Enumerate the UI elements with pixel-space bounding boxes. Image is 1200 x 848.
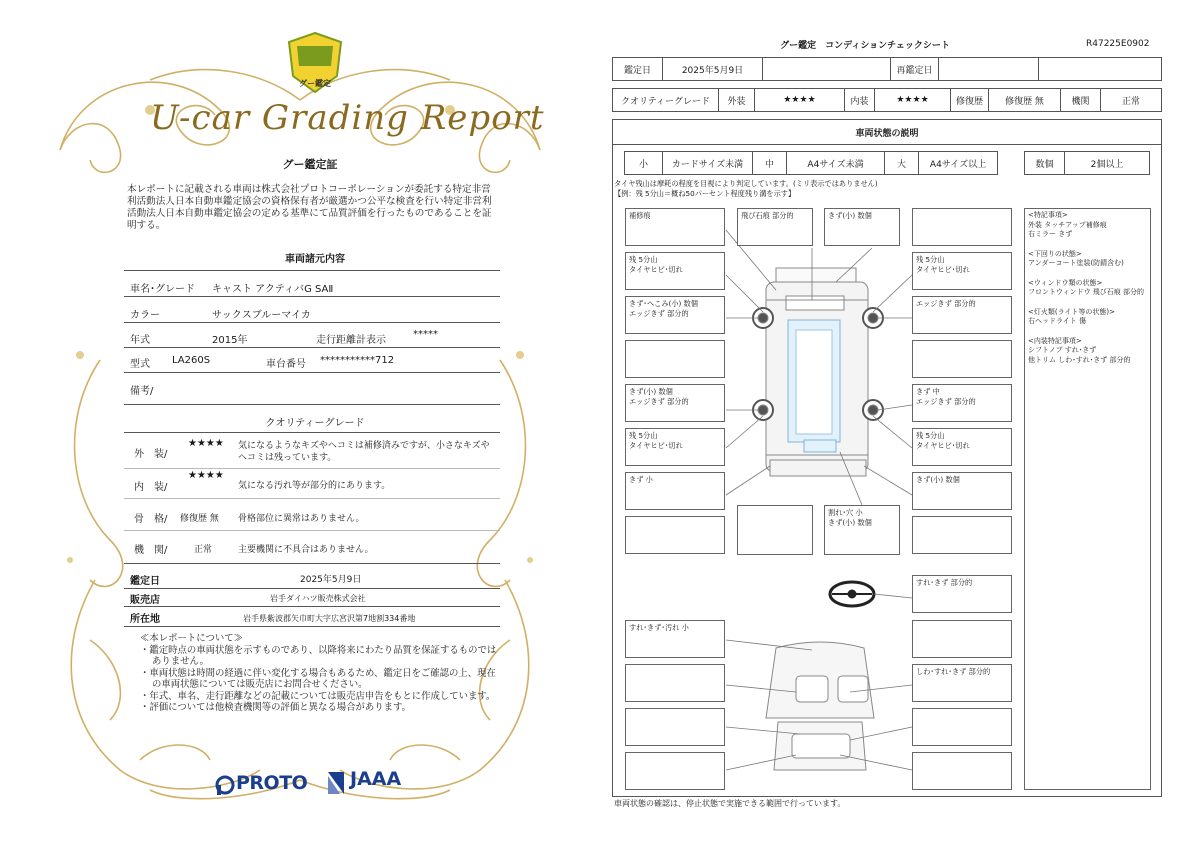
model-label: 車名･グレード [130, 284, 195, 295]
mileage-value: ***** [413, 329, 438, 340]
damage-box [625, 384, 725, 422]
damage-box [625, 208, 725, 246]
damage-text: すれ･きず 部分的 [916, 578, 973, 587]
notes-heading: <ウィンドウ類の状態> [1028, 278, 1103, 287]
damage-text: 残 5分山 [916, 255, 945, 264]
engine-value: 正常 [194, 545, 213, 555]
damage-text: エッジきず 部分的 [916, 299, 976, 308]
count-value: 2個以上 [1090, 159, 1124, 170]
dealer-value: 岩手ダイハツ販売株式会社 [270, 594, 366, 603]
footer-note: 車両状態の確認は、停止状態で実施できる範囲で行っています。 [614, 799, 846, 808]
small-label: 小 [625, 152, 663, 174]
large-label: 大 [885, 152, 919, 174]
quality-label: クオリティーグレード [613, 89, 719, 111]
notes-item: 他トリム しわ･すれ･きず 部分的 [1028, 355, 1131, 364]
damage-text: 残 5分山 [629, 431, 658, 440]
damage-text: きず(小) 数個 [629, 387, 673, 396]
interior-box [625, 620, 725, 658]
divider [124, 372, 500, 373]
notes-item: アンダーコート塗装(防錆含む) [1028, 259, 1124, 267]
damage-text: 残 5分山 [916, 431, 945, 440]
interior-text: 気になる汚れ等が部分的にあります。 [238, 481, 391, 491]
note-item: ・年式、車名、走行距離などの記載については販売店申告をもとに作成しています。 [140, 690, 496, 702]
damage-text: 割れ･穴 小 [828, 508, 863, 517]
damage-text: タイヤヒビ･切れ [629, 441, 683, 450]
report-title: U-car Grading Report [150, 98, 545, 138]
exterior-label: 外装 [719, 89, 755, 111]
note-item: ・鑑定時点の車両状態を示すものであり、以降将来にわたり品質を保証するものではありません。 [140, 644, 497, 667]
certificate-heading: グー鑑定証 [282, 158, 338, 171]
small-value: カードサイズ未満 [663, 152, 753, 174]
special-notes-panel [1024, 208, 1151, 790]
divider [124, 468, 500, 469]
type-label: 型式 [130, 359, 150, 370]
note-item: ・評価については他検査機関等の評価と異なる場合があります。 [140, 702, 411, 713]
repair-label: 修復歴 [951, 89, 989, 111]
frame-text: 骨格部位に異常はありません。 [238, 514, 365, 524]
interior-box [912, 664, 1012, 702]
tire-box [912, 252, 1012, 290]
proto-logo-icon [214, 774, 236, 796]
dealer-label: 販売店 [130, 595, 160, 606]
jaaa-logo-icon [326, 770, 346, 796]
damage-text: きず(小) 数個 [828, 211, 872, 220]
chassis-label: 車台番号 [266, 359, 306, 370]
damage-text: タイヤヒビ･切れ [916, 441, 970, 450]
certificate-text: 本レポートに記載される車両は株式会社プロトコーポレーションが委託する特定非営利活動法人日本自動車鑑定協会の資格保有者が厳選かつ公平な検査を行い特定非営利活動法人日本自動車鑑定協会の定める基準にて品質評価を行ったものであることを証明する。 [127, 184, 492, 231]
damage-text: しわ･すれ･きず 部分的 [916, 667, 991, 676]
notes-item: 外装 タッチアップ補修痕 [1028, 220, 1107, 229]
year-value: 2015年 [212, 335, 248, 346]
remarks-label: 備考/ [130, 386, 154, 397]
notes-item: 右ヘッドライト 傷 [1028, 317, 1087, 325]
damage-box [912, 340, 1012, 378]
interior-box [912, 708, 1012, 746]
damage-box [912, 472, 1012, 510]
damage-text: エッジきず 部分的 [629, 397, 689, 406]
appraisal-date-label: 鑑定日 [130, 576, 160, 587]
damage-text: きず･へこみ(小) 数個 [629, 299, 698, 308]
notes-item: シフトノブ すれ･きず [1028, 346, 1097, 354]
notes-item: 右ミラー きず [1028, 230, 1073, 238]
damage-box [737, 505, 813, 555]
interior-stars: ★★★★ [188, 470, 224, 481]
proto-logo-text: PROTO [236, 772, 308, 794]
frame-value: 修復歴 無 [180, 514, 219, 524]
interior-box [625, 708, 725, 746]
date-label: 鑑定日 [613, 58, 663, 80]
damage-box [912, 296, 1012, 334]
jaaa-logo-text: JAAA [350, 768, 402, 790]
appraisal-date-value: 2025年5月9日 [300, 575, 362, 585]
divider [124, 270, 500, 271]
condition-check-sheet [600, 0, 1200, 848]
notes-heading: <下回りの状態> [1028, 249, 1082, 258]
damage-box [912, 384, 1012, 422]
divider [124, 322, 500, 323]
damage-text: きず(小) 数個 [828, 518, 872, 527]
mid-label: 中 [753, 152, 787, 174]
location-value: 岩手県紫波郡矢巾町大字広宮沢第7地割334番地 [243, 614, 416, 623]
tire-box [912, 428, 1012, 466]
engine-value: 正常 [1121, 96, 1140, 107]
report-notes [140, 633, 500, 714]
section-title: 車両状態の説明 [855, 129, 919, 139]
damage-box [625, 472, 725, 510]
notes-heading: <灯火類(ライト等の状態)> [1028, 307, 1115, 316]
divider [124, 404, 500, 405]
divider [124, 606, 500, 607]
notes-heading: <特記事項> [1028, 211, 1068, 219]
engine-label: 機 関/ [134, 545, 168, 556]
damage-text: タイヤヒビ･切れ [916, 265, 970, 274]
mid-value: A4サイズ未満 [787, 152, 885, 174]
damage-box [625, 340, 725, 378]
repair-value: 修復歴 無 [989, 89, 1061, 111]
interior-label: 内 装/ [134, 482, 168, 493]
model-value: キャスト アクティバG SAⅡ [212, 284, 334, 295]
notes-heading: <内装特記事項> [1028, 336, 1082, 345]
notes-title: ≪本レポートについて≫ [140, 633, 243, 644]
date-value: 2025年5月9日 [663, 58, 763, 80]
interior-box [912, 752, 1012, 790]
damage-text: タイヤヒビ･切れ [629, 265, 683, 274]
damage-text: 補修痕 [629, 211, 651, 220]
damage-text: きず 中 [916, 387, 940, 396]
damage-box [912, 208, 1012, 246]
steering-wheel-icon [830, 582, 874, 606]
divider [124, 498, 500, 499]
divider [124, 347, 500, 348]
damage-text: すれ･きず･汚れ 小 [629, 623, 689, 632]
interior-box [912, 620, 1012, 658]
specs-heading: 車両諸元内容 [285, 254, 345, 265]
year-label: 年式 [130, 335, 150, 346]
engine-text: 主要機関に不具合はありません。 [238, 545, 374, 555]
damage-box [824, 208, 900, 246]
mileage-label: 走行距離計表示 [316, 335, 386, 346]
divider [124, 588, 500, 589]
interior-box [625, 752, 725, 790]
damage-box [737, 208, 813, 246]
divider [124, 296, 500, 297]
damage-box [912, 516, 1012, 554]
goo-appraisal-badge-icon [287, 32, 343, 94]
large-value: A4サイズ以上 [929, 159, 987, 170]
damage-box [625, 296, 725, 334]
damage-text: きず 小 [629, 475, 653, 484]
note-item: ・車両状態は時間の経過に伴い変化する場合もあるため、鑑定日をご確認の上、現在の車両状態については販売店にお問合せください。 [140, 667, 496, 690]
tire-note: タイヤ残山は摩耗の程度を目視により判定しています。(ミリ表示ではありません) [614, 179, 878, 188]
frame-label: 骨 格/ [134, 514, 168, 525]
divider [124, 432, 500, 433]
divider [124, 626, 500, 627]
interior-stars: ★★★★ [875, 89, 951, 111]
exterior-stars: ★★★★ [188, 438, 224, 449]
interior-box [912, 575, 1012, 613]
location-label: 所在地 [130, 614, 160, 625]
badge-label: グー鑑定 [299, 79, 331, 88]
damage-text: 飛び石痕 部分的 [741, 211, 794, 220]
divider [124, 530, 500, 531]
sheet-title: グー鑑定 コンディションチェックシート [780, 41, 950, 51]
interior-box [625, 664, 725, 702]
damage-text: 残 5分山 [629, 255, 658, 264]
notes-item: フロントウィンドウ 飛び石痕 部分的 [1028, 288, 1145, 296]
damage-text: エッジきず 部分的 [916, 397, 976, 406]
exterior-stars: ★★★★ [755, 89, 845, 111]
divider [124, 563, 500, 564]
type-value: LA260S [172, 355, 211, 366]
sheet-id: R47225E0902 [1086, 39, 1150, 49]
damage-box [625, 516, 725, 554]
interior-label: 内装 [845, 89, 875, 111]
tire-example: 【例：残 5分山＝概ね50パーセント程度残り溝を示す】 [614, 189, 796, 198]
damage-text: きず(小) 数個 [916, 475, 960, 484]
color-label: カラー [130, 310, 160, 321]
exterior-label: 外 装/ [134, 449, 168, 460]
exterior-text: 気になるようなキズやヘコミは補修済みですが、小さなキズやヘコミは残っています。 [238, 441, 490, 463]
tire-box [625, 428, 725, 466]
reappraisal-label: 再鑑定日 [891, 58, 939, 80]
engine-label: 機関 [1061, 89, 1101, 111]
count-label: 数個 [1025, 152, 1065, 174]
chassis-value: ***********712 [320, 355, 395, 366]
quality-heading: クオリティーグレード [265, 418, 365, 429]
damage-text: エッジきず 部分的 [629, 309, 689, 318]
color-value: サックスブルーマイカ [212, 310, 311, 321]
tire-box [625, 252, 725, 290]
damage-box [824, 505, 900, 555]
